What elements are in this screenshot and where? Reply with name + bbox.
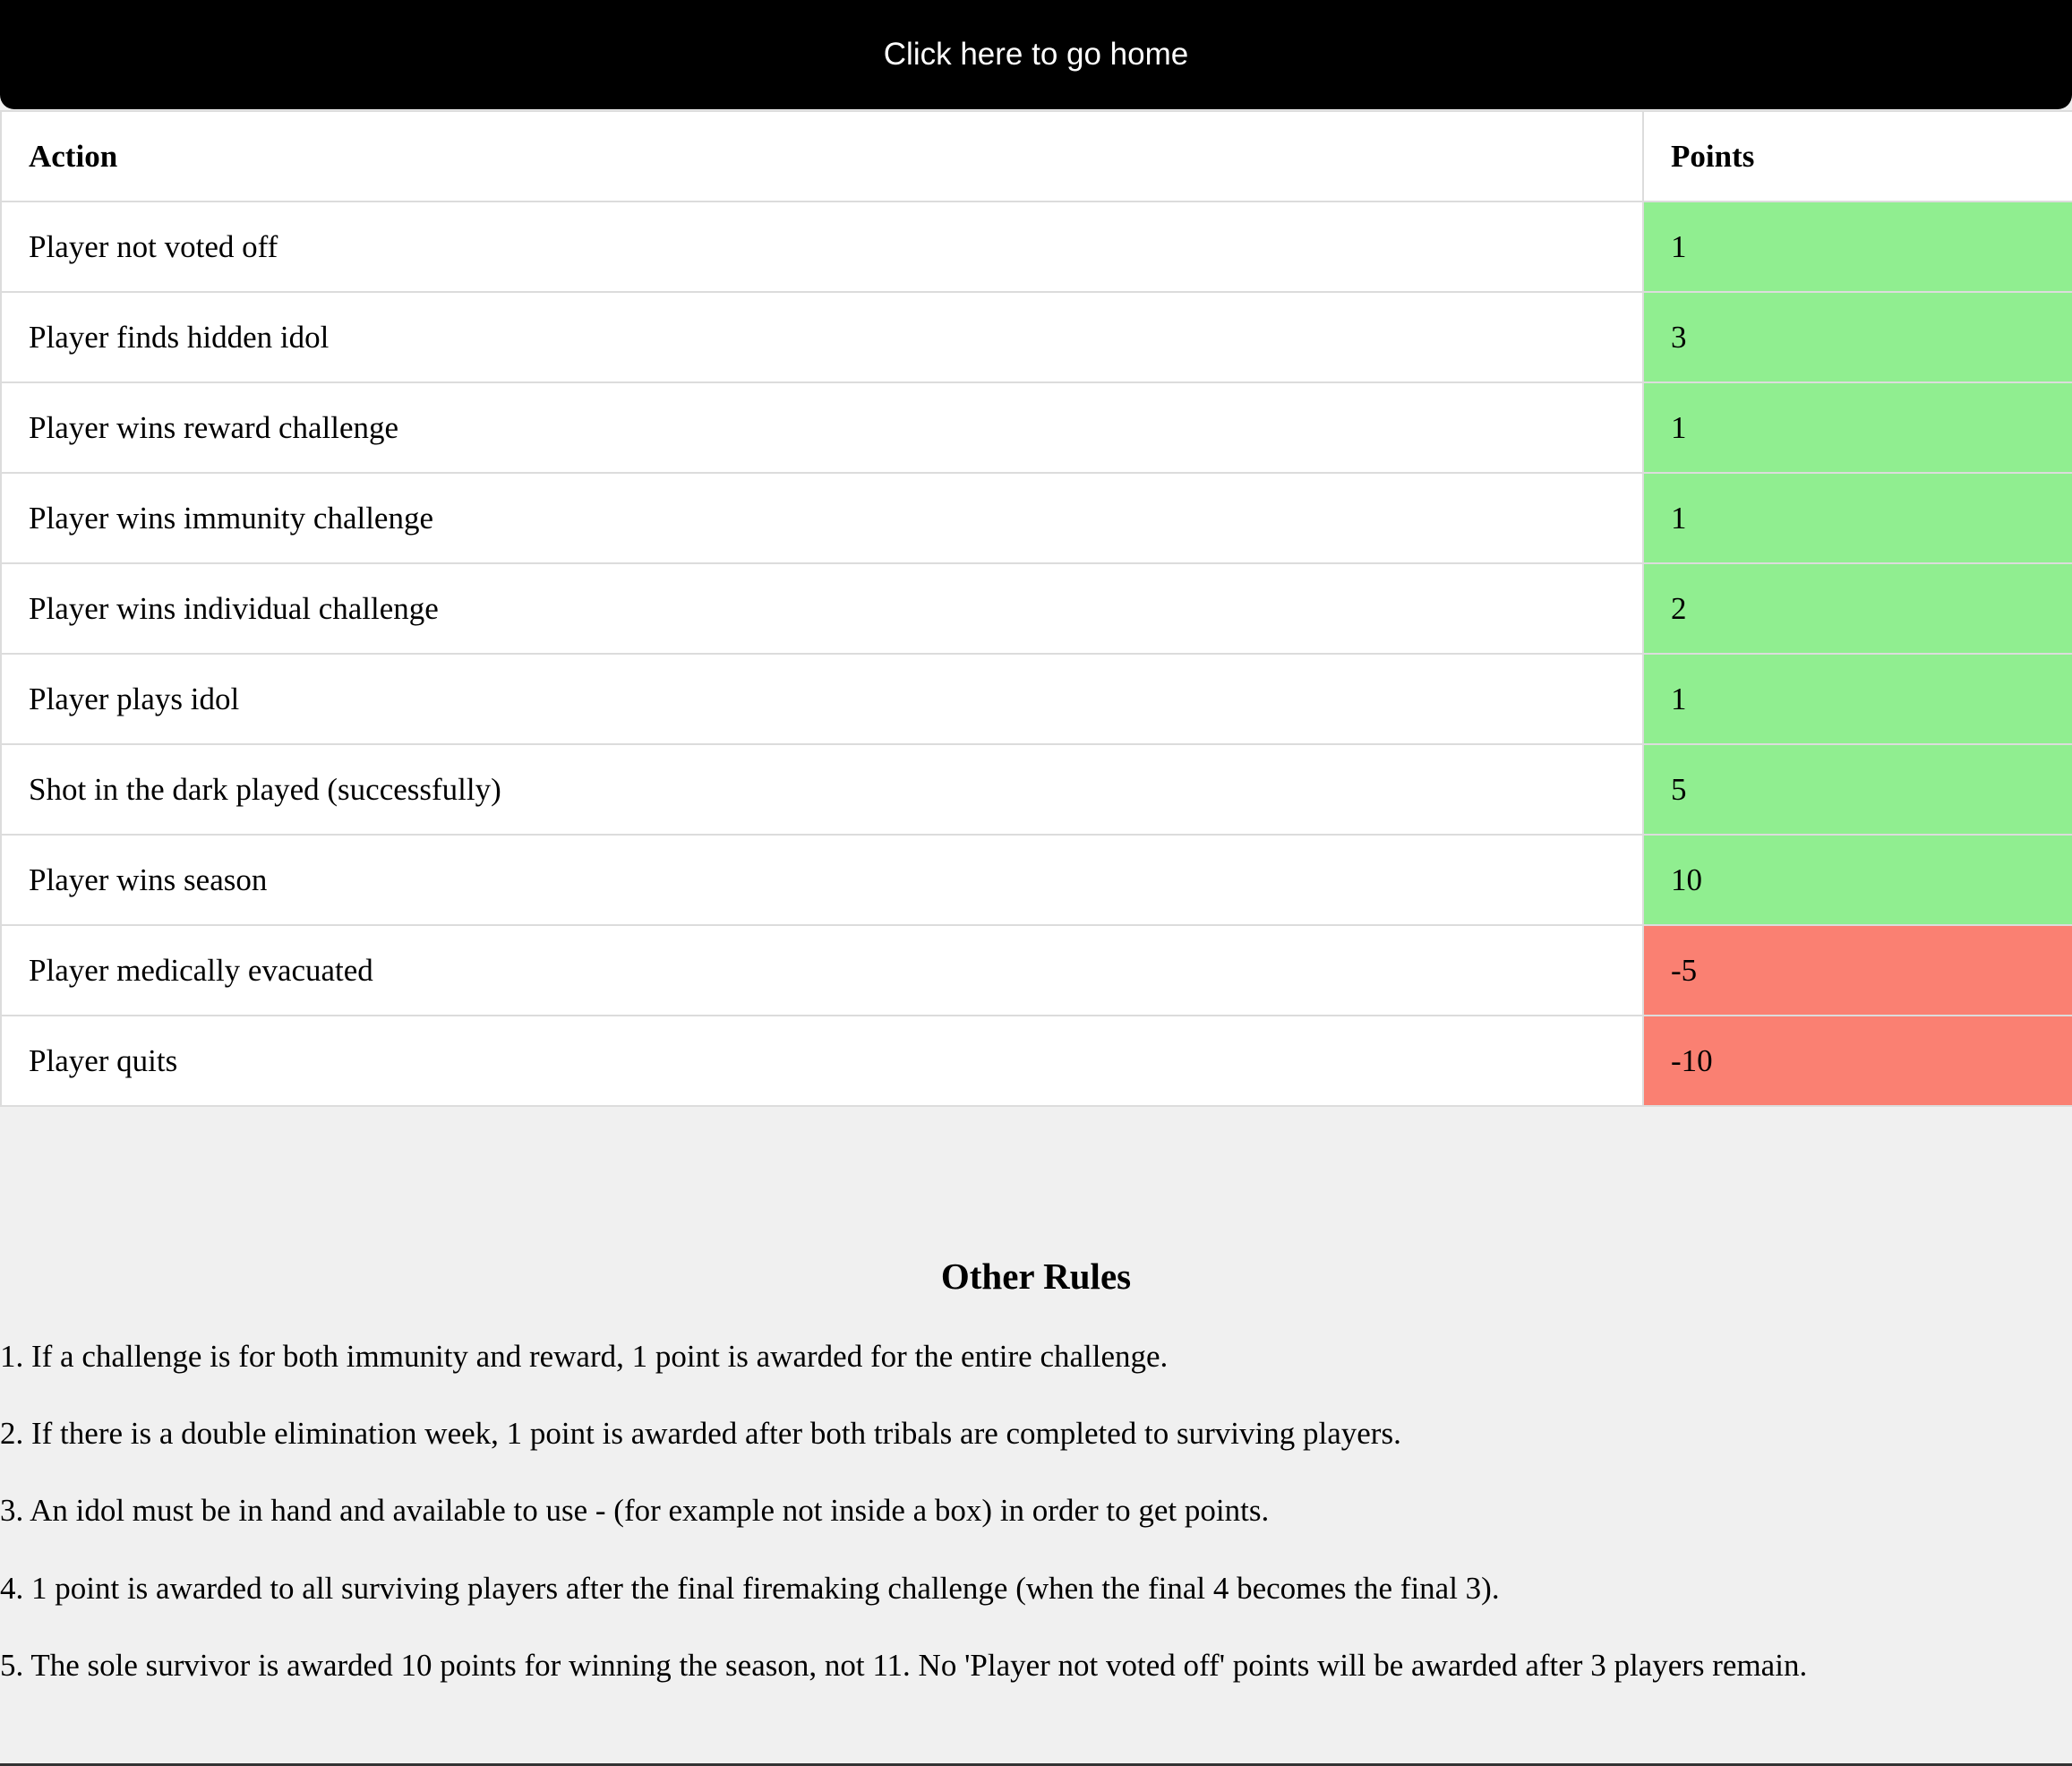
action-cell: Player wins reward challenge [1,382,1643,473]
table-row [1,925,2072,1016]
action-cell: Player plays idol [1,654,1643,744]
action-cell: Player not voted off [1,201,1643,292]
points-cell: 2 [1643,563,2072,654]
table-row [1,563,2072,654]
rule-item: 5. The sole survivor is awarded 10 points for winning the season, not 11. No 'Player not voted off' points will be awarded after 3 players remain. [0,1648,1808,1683]
action-cell: Shot in the dark played (successfully) [1,744,1643,835]
table-row [1,1016,2072,1106]
action-cell: Player wins immunity challenge [1,473,1643,563]
action-cell: Player wins season [1,835,1643,925]
action-cell: Player wins individual challenge [1,563,1643,654]
points-cell: 10 [1643,835,2072,925]
points-table [0,110,2072,1107]
rule-item: 1. If a challenge is for both immunity and reward, 1 point is awarded for the entire challenge. [0,1339,1169,1374]
points-cell: 1 [1643,201,2072,292]
points-cell: -10 [1643,1016,2072,1106]
column-header-action: Action [1,111,1643,201]
table-row [1,835,2072,925]
table-row [1,201,2072,292]
table-row [1,654,2072,744]
column-header-points: Points [1643,111,2072,201]
points-cell: 1 [1643,654,2072,744]
points-cell: 1 [1643,473,2072,563]
points-cell: 5 [1643,744,2072,835]
other-rules-title: Other Rules [940,1256,1132,1297]
action-cell: Player finds hidden idol [1,292,1643,382]
points-cell: 1 [1643,382,2072,473]
table-row [1,473,2072,563]
table-row [1,744,2072,835]
action-cell: Player medically evacuated [1,925,1643,1016]
points-cell: 3 [1643,292,2072,382]
rule-item: 2. If there is a double elimination week, 1 point is awarded after both tribals are completed to surviving players. [0,1416,1401,1451]
table-header-row [1,111,2072,201]
other-rules-section [0,1249,2072,1683]
table-row [1,382,2072,473]
rule-item: 3. An idol must be in hand and available to use - (for example not inside a box) in order to get points. [0,1493,1270,1528]
points-cell: -5 [1643,925,2072,1016]
go-home-button[interactable]: Click here to go home [0,0,2072,109]
rule-item: 4. 1 point is awarded to all surviving players after the final firemaking challenge (when the final 4 becomes the final 3). [0,1571,1500,1606]
action-cell: Player quits [1,1016,1643,1106]
table-row [1,292,2072,382]
